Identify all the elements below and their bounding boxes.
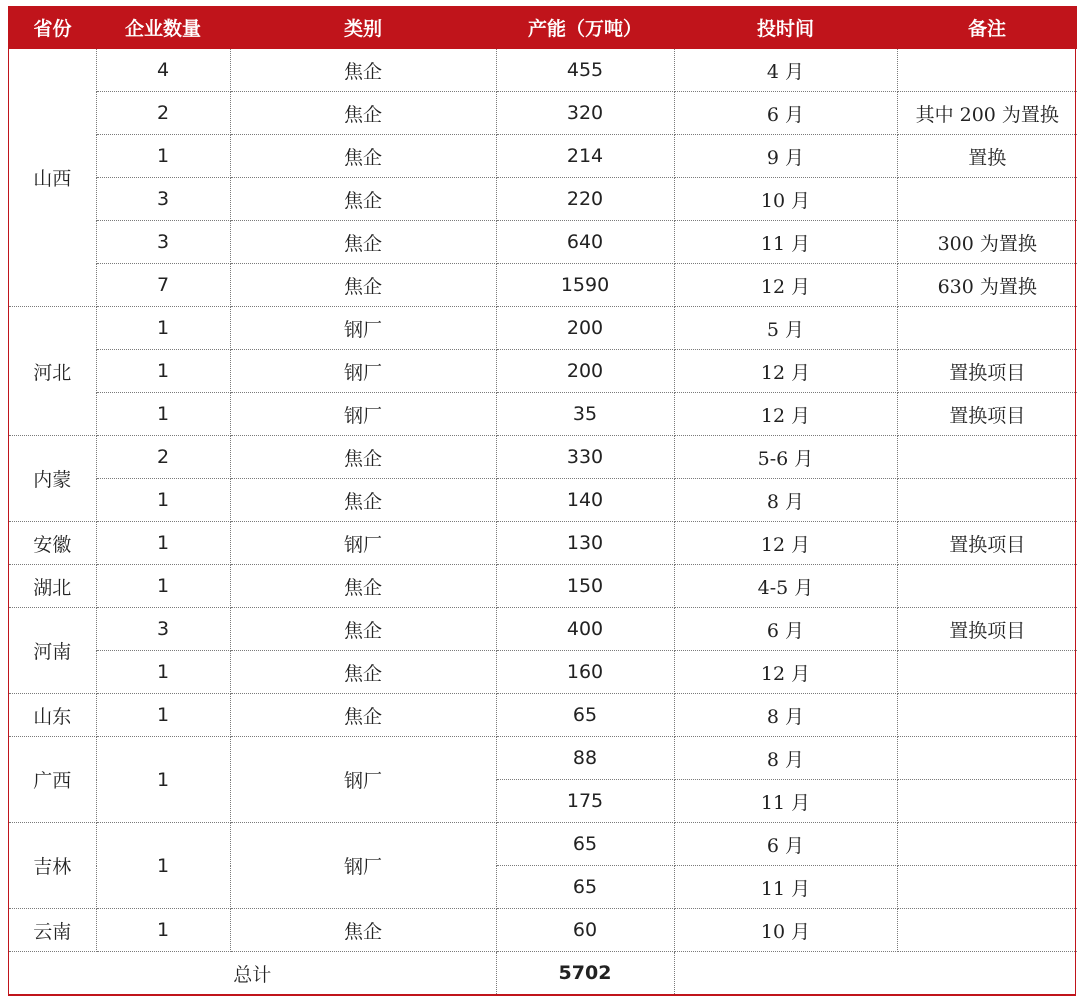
capacity-cell: 214 [496,135,674,178]
time-cell: 8 月 [674,694,897,737]
capacity-cell: 200 [496,350,674,393]
note-cell [897,178,1077,221]
time-cell: 5 月 [674,307,897,350]
table-row [9,350,1077,393]
capacity-cell: 200 [496,307,674,350]
note-cell [897,49,1077,92]
category-cell: 焦企 [230,264,496,307]
time-cell: 11 月 [674,866,897,909]
category-cell: 焦企 [230,49,496,92]
time-cell: 9 月 [674,135,897,178]
header-category: 类别 [230,6,496,49]
province-cell: 河南 [9,608,96,694]
capacity-cell: 640 [496,221,674,264]
capacity-cell: 160 [496,651,674,694]
count-cell: 1 [96,307,230,350]
note-cell: 置换 [897,135,1077,178]
category-cell: 焦企 [230,909,496,952]
capacity-cell: 330 [496,436,674,479]
total-label: 总计 [9,952,496,995]
time-cell: 8 月 [674,479,897,522]
table-row [9,737,1077,780]
note-cell [897,436,1077,479]
time-cell: 10 月 [674,178,897,221]
capacity-cell: 65 [496,823,674,866]
count-cell: 1 [96,565,230,608]
note-cell [897,737,1077,780]
province-cell: 河北 [9,307,96,436]
table-row [9,909,1077,952]
category-cell: 焦企 [230,135,496,178]
category-cell: 焦企 [230,92,496,135]
category-cell: 焦企 [230,651,496,694]
category-cell: 钢厂 [230,393,496,436]
note-cell [897,694,1077,737]
capacity-cell: 65 [496,866,674,909]
table-row [9,178,1077,221]
header-time: 投时间 [674,6,897,49]
header-count: 企业数量 [96,6,230,49]
note-cell: 其中 200 为置换 [897,92,1077,135]
category-cell: 钢厂 [230,737,496,823]
count-cell: 1 [96,823,230,909]
total-capacity: 5702 [496,952,674,995]
capacity-cell: 150 [496,565,674,608]
table-row [9,522,1077,565]
note-cell [897,780,1077,823]
time-cell: 12 月 [674,651,897,694]
capacity-cell: 175 [496,780,674,823]
count-cell: 7 [96,264,230,307]
capacity-cell: 60 [496,909,674,952]
table-row [9,393,1077,436]
province-cell: 广西 [9,737,96,823]
table-row [9,479,1077,522]
note-cell [897,307,1077,350]
count-cell: 3 [96,221,230,264]
time-cell: 4-5 月 [674,565,897,608]
time-cell: 8 月 [674,737,897,780]
capacity-cell: 65 [496,694,674,737]
note-cell [897,866,1077,909]
province-cell: 云南 [9,909,96,952]
table-row [9,823,1077,866]
capacity-cell: 220 [496,178,674,221]
total-row [9,952,1077,995]
table-row [9,651,1077,694]
time-cell: 4 月 [674,49,897,92]
category-cell: 焦企 [230,479,496,522]
time-cell: 12 月 [674,264,897,307]
count-cell: 1 [96,350,230,393]
count-cell: 1 [96,393,230,436]
table-row [9,436,1077,479]
capacity-cell: 35 [496,393,674,436]
header-note: 备注 [897,6,1077,49]
time-cell: 6 月 [674,92,897,135]
category-cell: 焦企 [230,221,496,264]
capacity-cell: 1590 [496,264,674,307]
capacity-cell: 455 [496,49,674,92]
count-cell: 1 [96,522,230,565]
table-row [9,92,1077,135]
note-cell: 置换项目 [897,608,1077,651]
category-cell: 焦企 [230,565,496,608]
table-row [9,135,1077,178]
category-cell: 钢厂 [230,522,496,565]
header-province: 省份 [9,6,96,49]
capacity-cell: 130 [496,522,674,565]
category-cell: 焦企 [230,694,496,737]
category-cell: 焦企 [230,608,496,651]
province-cell: 山东 [9,694,96,737]
note-cell [897,823,1077,866]
province-cell: 内蒙 [9,436,96,522]
capacity-table [9,6,1077,994]
province-cell: 湖北 [9,565,96,608]
time-cell: 12 月 [674,350,897,393]
time-cell: 5-6 月 [674,436,897,479]
count-cell: 4 [96,49,230,92]
total-empty-cell [674,952,1077,995]
count-cell: 1 [96,909,230,952]
table-row [9,49,1077,92]
capacity-cell: 320 [496,92,674,135]
note-cell: 300 为置换 [897,221,1077,264]
time-cell: 6 月 [674,608,897,651]
note-cell: 置换项目 [897,522,1077,565]
table-row [9,608,1077,651]
time-cell: 11 月 [674,221,897,264]
category-cell: 钢厂 [230,823,496,909]
table-body [9,49,1077,994]
note-cell [897,479,1077,522]
capacity-cell: 88 [496,737,674,780]
time-cell: 6 月 [674,823,897,866]
count-cell: 1 [96,479,230,522]
province-cell: 吉林 [9,823,96,909]
count-cell: 2 [96,436,230,479]
count-cell: 3 [96,608,230,651]
table-row [9,565,1077,608]
header-row [9,6,1077,49]
count-cell: 2 [96,92,230,135]
category-cell: 钢厂 [230,350,496,393]
time-cell: 11 月 [674,780,897,823]
count-cell: 1 [96,737,230,823]
note-cell: 630 为置换 [897,264,1077,307]
category-cell: 焦企 [230,436,496,479]
capacity-cell: 400 [496,608,674,651]
count-cell: 1 [96,651,230,694]
category-cell: 焦企 [230,178,496,221]
category-cell: 钢厂 [230,307,496,350]
note-cell: 置换项目 [897,393,1077,436]
table-row [9,307,1077,350]
note-cell [897,909,1077,952]
table-row [9,221,1077,264]
time-cell: 12 月 [674,393,897,436]
note-cell: 置换项目 [897,350,1077,393]
table-row [9,694,1077,737]
count-cell: 1 [96,694,230,737]
note-cell [897,565,1077,608]
capacity-table-container [8,6,1076,996]
province-cell: 安徽 [9,522,96,565]
time-cell: 10 月 [674,909,897,952]
capacity-cell: 140 [496,479,674,522]
table-row [9,264,1077,307]
count-cell: 1 [96,135,230,178]
time-cell: 12 月 [674,522,897,565]
note-cell [897,651,1077,694]
count-cell: 3 [96,178,230,221]
header-capacity: 产能（万吨） [496,6,674,49]
province-cell: 山西 [9,49,96,307]
